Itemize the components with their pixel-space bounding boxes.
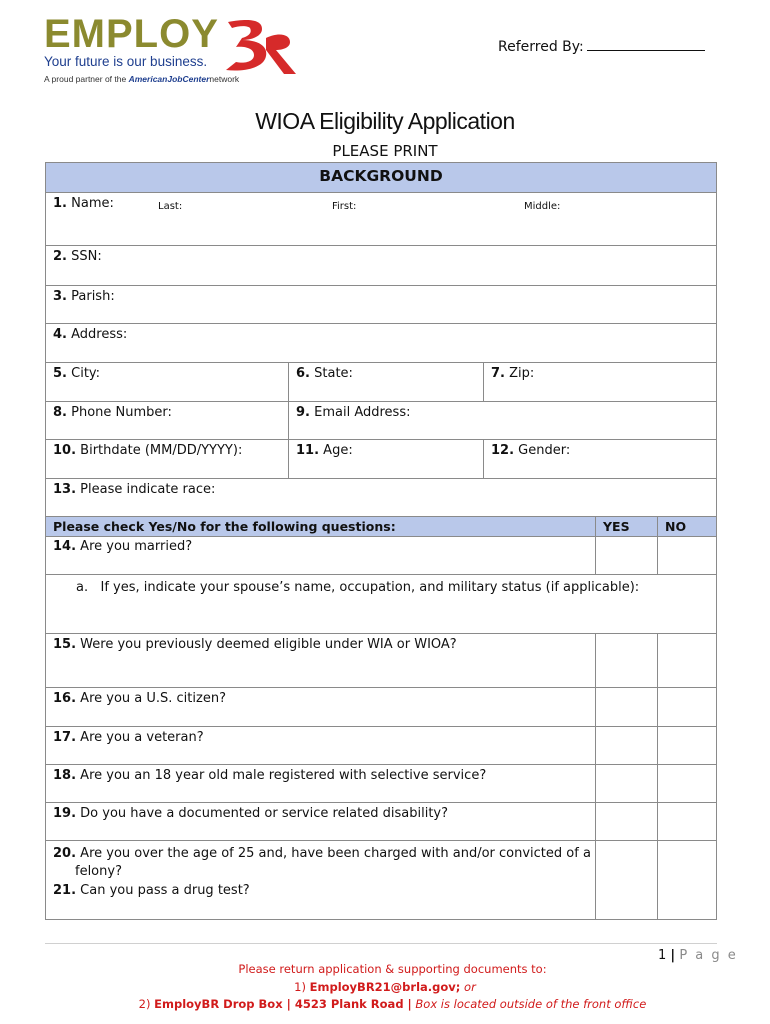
no-header: NO: [665, 519, 687, 534]
questions-header-cell: [46, 517, 595, 536]
phone-label: 8. Phone Number:: [53, 405, 172, 420]
question-19-row: [46, 803, 716, 841]
question-15: 15. Were you previously deemed eligible under WIA or WIOA?: [53, 637, 457, 652]
footer-divider: [45, 943, 717, 944]
question-14-text-cell: [46, 537, 595, 574]
question-16-text-cell: [46, 688, 595, 726]
city-state-zip-row: [46, 363, 716, 402]
referred-by-label: Referred By:: [498, 39, 584, 55]
employbr-logo: [44, 12, 304, 88]
logo-tagline: Your future is our business.: [44, 54, 208, 69]
question-20-21-text-cell: [46, 841, 595, 919]
email-label: 9. Email Address:: [296, 405, 411, 420]
question-19-yes-box[interactable]: [595, 803, 657, 840]
name-first-label: First:: [332, 201, 357, 212]
question-20-21-no-box[interactable]: [657, 841, 716, 919]
footer-return-note: Please return application & supporting documents to:: [238, 962, 547, 976]
section-title: BACKGROUND: [319, 167, 443, 185]
question-15-row: [46, 634, 716, 688]
footer-email-line: 1) EmployBR21@brla.gov; or: [294, 980, 476, 994]
footer-dropbox-line: 2) EmployBR Drop Box | 4523 Plank Road | Box is located outside of the front office: [138, 997, 647, 1011]
question-18-text-cell: [46, 765, 595, 802]
question-21: 21. Can you pass a drug test?: [53, 883, 250, 898]
partner-prefix: A proud partner of the: [44, 74, 127, 84]
question-18-row: [46, 765, 716, 803]
question-18-no-box[interactable]: [657, 765, 716, 802]
question-19-text-cell: [46, 803, 595, 840]
race-label: 13. Please indicate race:: [53, 482, 216, 497]
email-cell[interactable]: [288, 402, 716, 439]
question-16-no-box[interactable]: [657, 688, 716, 726]
question-16: 16. Are you a U.S. citizen?: [53, 691, 226, 706]
question-17-yes-box[interactable]: [595, 727, 657, 764]
question-19: 19. Do you have a documented or service related disability?: [53, 806, 449, 821]
question-17-no-box[interactable]: [657, 727, 716, 764]
state-label: 6. State:: [296, 366, 353, 381]
page-title: WIOA Eligibility Application: [255, 108, 515, 134]
question-18: 18. Are you an 18 year old male registered with selective service?: [53, 768, 487, 783]
question-15-yes-box[interactable]: [595, 634, 657, 687]
no-header-cell: [657, 517, 716, 536]
age-label: 11. Age:: [296, 443, 353, 458]
partner-name: AmericanJobCenter: [128, 74, 210, 84]
question-14a: a. If yes, indicate your spouse’s name, occupation, and military status (if applicable):: [76, 580, 640, 595]
zip-cell[interactable]: [483, 363, 716, 401]
logo-br-mark: [222, 16, 312, 78]
questions-header: Please check Yes/No for the following questions:: [53, 519, 396, 534]
question-14-no-box[interactable]: [657, 537, 716, 574]
state-cell[interactable]: [288, 363, 483, 401]
question-15-no-box[interactable]: [657, 634, 716, 687]
question-20-21-row: [46, 841, 716, 919]
name-label: 1. Name:: [53, 196, 114, 211]
ssn-row[interactable]: [46, 246, 716, 286]
address-row[interactable]: [46, 324, 716, 363]
birthdate-age-gender-row: [46, 440, 716, 479]
gender-label: 12. Gender:: [491, 443, 571, 458]
question-17-text-cell: [46, 727, 595, 764]
question-16-yes-box[interactable]: [595, 688, 657, 726]
address-label: 4. Address:: [53, 327, 128, 342]
yes-header-cell: [595, 517, 657, 536]
question-20: 20. Are you over the age of 25 and, have been charged with and/or convicted of a felony?: [53, 846, 591, 879]
page-number: 1 | P a g e: [658, 948, 738, 963]
birthdate-cell[interactable]: [46, 440, 288, 478]
birthdate-label: 10. Birthdate (MM/DD/YYYY):: [53, 443, 243, 458]
question-20-21-yes-box[interactable]: [595, 841, 657, 919]
question-15-text-cell: [46, 634, 595, 687]
phone-email-row: [46, 402, 716, 440]
question-17-row: [46, 727, 716, 765]
partner-line: [44, 74, 239, 84]
question-17: 17. Are you a veteran?: [53, 730, 204, 745]
race-row[interactable]: [46, 479, 716, 517]
partner-suffix: network: [209, 74, 240, 84]
zip-label: 7. Zip:: [491, 366, 535, 381]
ssn-label: 2. SSN:: [53, 249, 102, 264]
referred-by: [498, 38, 705, 55]
yes-header: YES: [603, 519, 630, 534]
application-form: [45, 162, 717, 920]
phone-cell[interactable]: [46, 402, 288, 439]
question-14-yes-box[interactable]: [595, 537, 657, 574]
question-14a-row[interactable]: [46, 575, 716, 634]
name-middle-label: Middle:: [524, 201, 561, 212]
question-14: 14. Are you married?: [53, 539, 193, 554]
age-cell[interactable]: [288, 440, 483, 478]
city-cell[interactable]: [46, 363, 288, 401]
question-16-row: [46, 688, 716, 727]
parish-row[interactable]: [46, 286, 716, 324]
name-last-label: Last:: [158, 201, 183, 212]
parish-label: 3. Parish:: [53, 289, 115, 304]
city-label: 5. City:: [53, 366, 101, 381]
questions-header-row: [46, 517, 716, 537]
print-instruction: PLEASE PRINT: [332, 142, 438, 160]
logo-word: EMPLOY: [44, 12, 219, 56]
question-14-row: [46, 537, 716, 575]
question-18-yes-box[interactable]: [595, 765, 657, 802]
background-band: [46, 163, 716, 193]
footer-email[interactable]: EmployBR21@brla.gov;: [309, 980, 461, 994]
referred-by-line[interactable]: [587, 38, 705, 51]
question-19-no-box[interactable]: [657, 803, 716, 840]
gender-cell[interactable]: [483, 440, 716, 478]
name-row[interactable]: [46, 193, 716, 246]
